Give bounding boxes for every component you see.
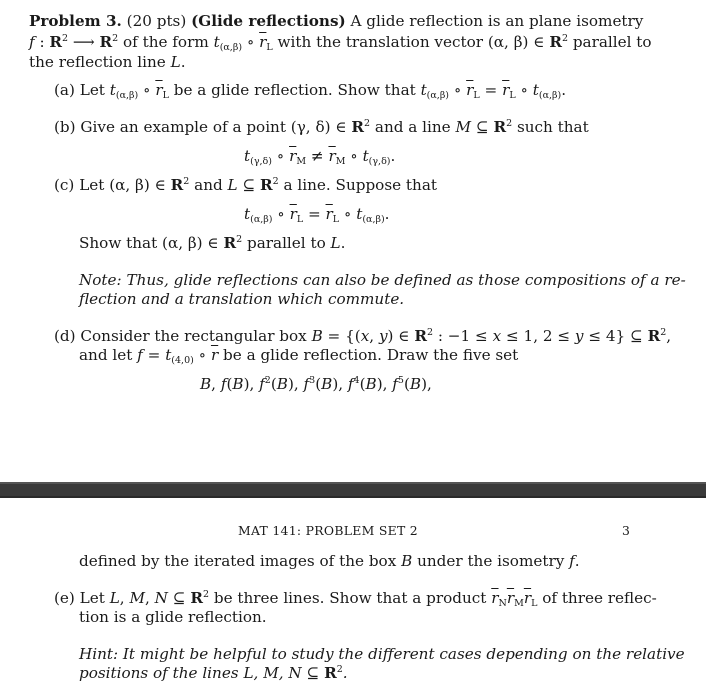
- problem-intro-line1: [29, 12, 643, 30]
- part-d-text-1: Consider the rectangular box: [80, 327, 307, 345]
- part-d-label: (d): [54, 327, 76, 345]
- hint-line1: Hint: It might be helpful to study the different cases depending on the relative: [79, 645, 685, 663]
- problem-label: Problem 3.: [29, 12, 122, 30]
- part-e-text-1: Let: [79, 589, 105, 607]
- problem-intro-line2: f : $R^2$ ⟶ $R^2$ of the form $t_{(\alpha,\beta)}$ ∘ $\overline{r}_L$ with the translation vector (α, β) ∈ $R^2$ parallel to: [29, 33, 652, 53]
- part-d-text-3: be a glide reflection. Draw the five set: [223, 346, 519, 364]
- problem-intro-line3: the reflection line L.: [29, 53, 186, 71]
- page-header-title: MAT 141: PROBLEM SET 2: [238, 523, 418, 538]
- part-b-text-2: and a line: [374, 118, 451, 136]
- page-number: 3: [622, 523, 631, 538]
- part-a-text-2: be a glide reflection. Show that: [173, 81, 416, 99]
- part-d-sets: B, f(B), $f^2(B)$, $f^3(B)$, $f^4(B)$, $f^5(B)$,: [200, 375, 432, 393]
- part-c-text-2: and: [194, 176, 223, 194]
- intro-with-translation: with the translation vector: [277, 33, 484, 51]
- part-a-text-1: Let: [79, 81, 105, 99]
- part-d-text-2: and let: [79, 346, 133, 364]
- part-c-show-2: parallel to: [246, 234, 326, 252]
- part-e-line2: tion is a glide reflection.: [79, 608, 267, 626]
- part-d: (d) Consider the rectangular box B = {(x, y) ∈ $R^2$ : −1 ≤ x ≤ 1, 2 ≤ y ≤ 4} ⊆ $R^2$,: [54, 327, 672, 345]
- continued-text: defined by the iterated images of the box B under the isometry f.: [79, 552, 580, 570]
- part-e-label: (e): [54, 589, 75, 607]
- part-e-text-3: of three reflec-: [542, 589, 657, 607]
- part-c-text-1: Let: [79, 176, 105, 194]
- part-b-equation: $t_{(\gamma,\delta)}$ ∘ $\overline{r}_M \ne \overline{r}_M$ ∘ $t_{(\gamma,\delta)}$.: [244, 147, 396, 167]
- hint-line2-text: positions of the lines: [79, 664, 239, 682]
- part-d-line2: and let $f = t_{(4,0)}$ ∘ $\overline{r}$ be a glide reflection. Draw the five set: [79, 346, 519, 366]
- intro-text: A glide reflection is an plane isometry: [350, 12, 644, 30]
- note-line1: Note: Thus, glide reflections can also be defined as those compositions of a re-: [79, 271, 686, 289]
- intro-parallel-to: parallel to: [572, 33, 652, 51]
- part-a: (a) Let $t_{(\alpha,\beta)}$ ∘ $\overline{r}_L$ be a glide reflection. Show that $t_{(\alpha,\beta)}$ ∘ $\overline{r}_L = \overline{r}_L$ ∘ $t_{(\alpha,\beta)}$.: [54, 81, 567, 101]
- part-c-show-1: Show that: [79, 234, 158, 252]
- part-e: (e) Let L, M, N ⊆ $R^2$ be three lines. Show that a product $\overline{r}_N\overline{r}_M\overline{r}_L$ of three reflec-: [54, 589, 657, 609]
- part-b: (b) Give an example of a point (γ, δ) ∈ $R^2$ and a line M ⊆ $R^2$ such that: [54, 118, 589, 136]
- part-c-show: Show that (α, β) ∈ $R^2$ parallel to L.: [79, 234, 346, 252]
- part-e-text-2: be three lines. Show that a product: [213, 589, 487, 607]
- part-c: (c) Let (α, β) ∈ $R^2$ and L ⊆ $R^2$ a line. Suppose that: [54, 176, 437, 194]
- part-b-text-3: such that: [516, 118, 589, 136]
- continued-text-2: under the isometry: [417, 552, 565, 570]
- part-c-label: (c): [54, 176, 75, 194]
- points: (20 pts): [126, 12, 187, 30]
- problem-title: (Glide reflections): [191, 12, 346, 30]
- intro-of-form: of the form: [123, 33, 209, 51]
- part-b-text-1: Give an example of a point: [80, 118, 286, 136]
- part-c-equation: $t_{(\alpha,\beta)}$ ∘ $\overline{r}_L = \overline{r}_L$ ∘ $t_{(\alpha,\beta)}$.: [244, 205, 390, 225]
- part-c-text-3: a line. Suppose that: [283, 176, 437, 194]
- hint-line2: positions of the lines L, M, N ⊆ $R^2$.: [79, 664, 348, 682]
- page-divider: [0, 482, 706, 498]
- intro-line3: the reflection line: [29, 53, 166, 71]
- part-b-label: (b): [54, 118, 76, 136]
- note-line2: flection and a translation which commute.: [79, 290, 405, 308]
- continued-text-1: defined by the iterated images of the box: [79, 552, 397, 570]
- part-a-label: (a): [54, 81, 75, 99]
